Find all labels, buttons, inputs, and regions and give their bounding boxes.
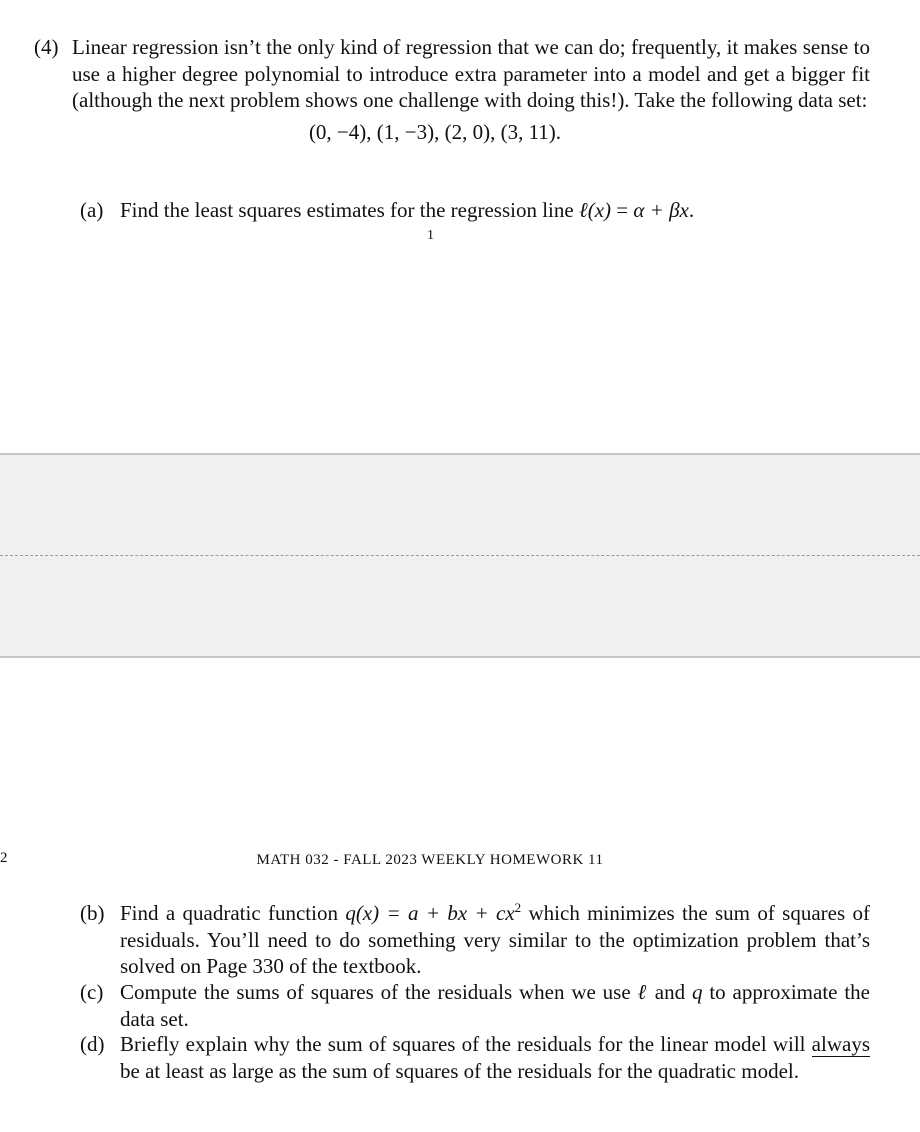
data-set: (0, −4), (1, −3), (2, 0), (3, 11).: [308, 120, 562, 144]
always-emphasis: always: [811, 1032, 870, 1056]
regression-line-rhs: α + βx: [633, 198, 689, 222]
problem-4: [34, 34, 870, 114]
part-c-text: Compute the sums of squares of the residuals when we use ℓ and q to approximate the data set.: [120, 980, 870, 1031]
part-c: [80, 979, 870, 1032]
part-b-label: (b): [80, 901, 105, 925]
part-a: [80, 197, 880, 224]
part-d: [80, 1031, 870, 1084]
part-a-label: (a): [80, 198, 104, 222]
problem-number: (4): [34, 35, 59, 59]
part-b-text: Find a quadratic function q(x) = a + bx + $cx^2$ which minimizes the sum of squares of residuals. You’ll need to do something very similar to the optimization problem that’s solved on Page 330 of the textbook.: [120, 900, 870, 978]
part-c-label: (c): [80, 980, 104, 1004]
page-1: [0, 0, 920, 453]
page-break-line: [0, 555, 920, 556]
page-gap: [0, 453, 920, 658]
part-d-label: (d): [80, 1032, 105, 1056]
running-head: MATH 032 - FALL 2023 WEEKLY HOMEWORK 11: [256, 852, 604, 868]
problem-intro: Linear regression isn’t the only kind of regression that we can do; frequently, it makes sense to use a higher degree polynomial to introduce extra parameter into a model and get a bigger fit (although the next problem shows one challenge with doing this!). Take the following data set:: [72, 35, 870, 112]
regression-line-lhs: ℓ(x): [578, 198, 612, 222]
page-number: 1: [427, 228, 434, 243]
page-2-number: 2: [0, 850, 8, 866]
part-a-text: Find the least squares estimates for the regression line ℓ(x) = α + βx.: [120, 198, 695, 222]
part-b: [80, 900, 870, 980]
part-d-text: Briefly explain why the sum of squares of the residuals for the linear model will always be at least as large as the sum of squares of the residuals for the quadratic model.: [120, 1032, 870, 1083]
quadratic-formula: q(x) = a + bx + cx: [345, 901, 515, 925]
